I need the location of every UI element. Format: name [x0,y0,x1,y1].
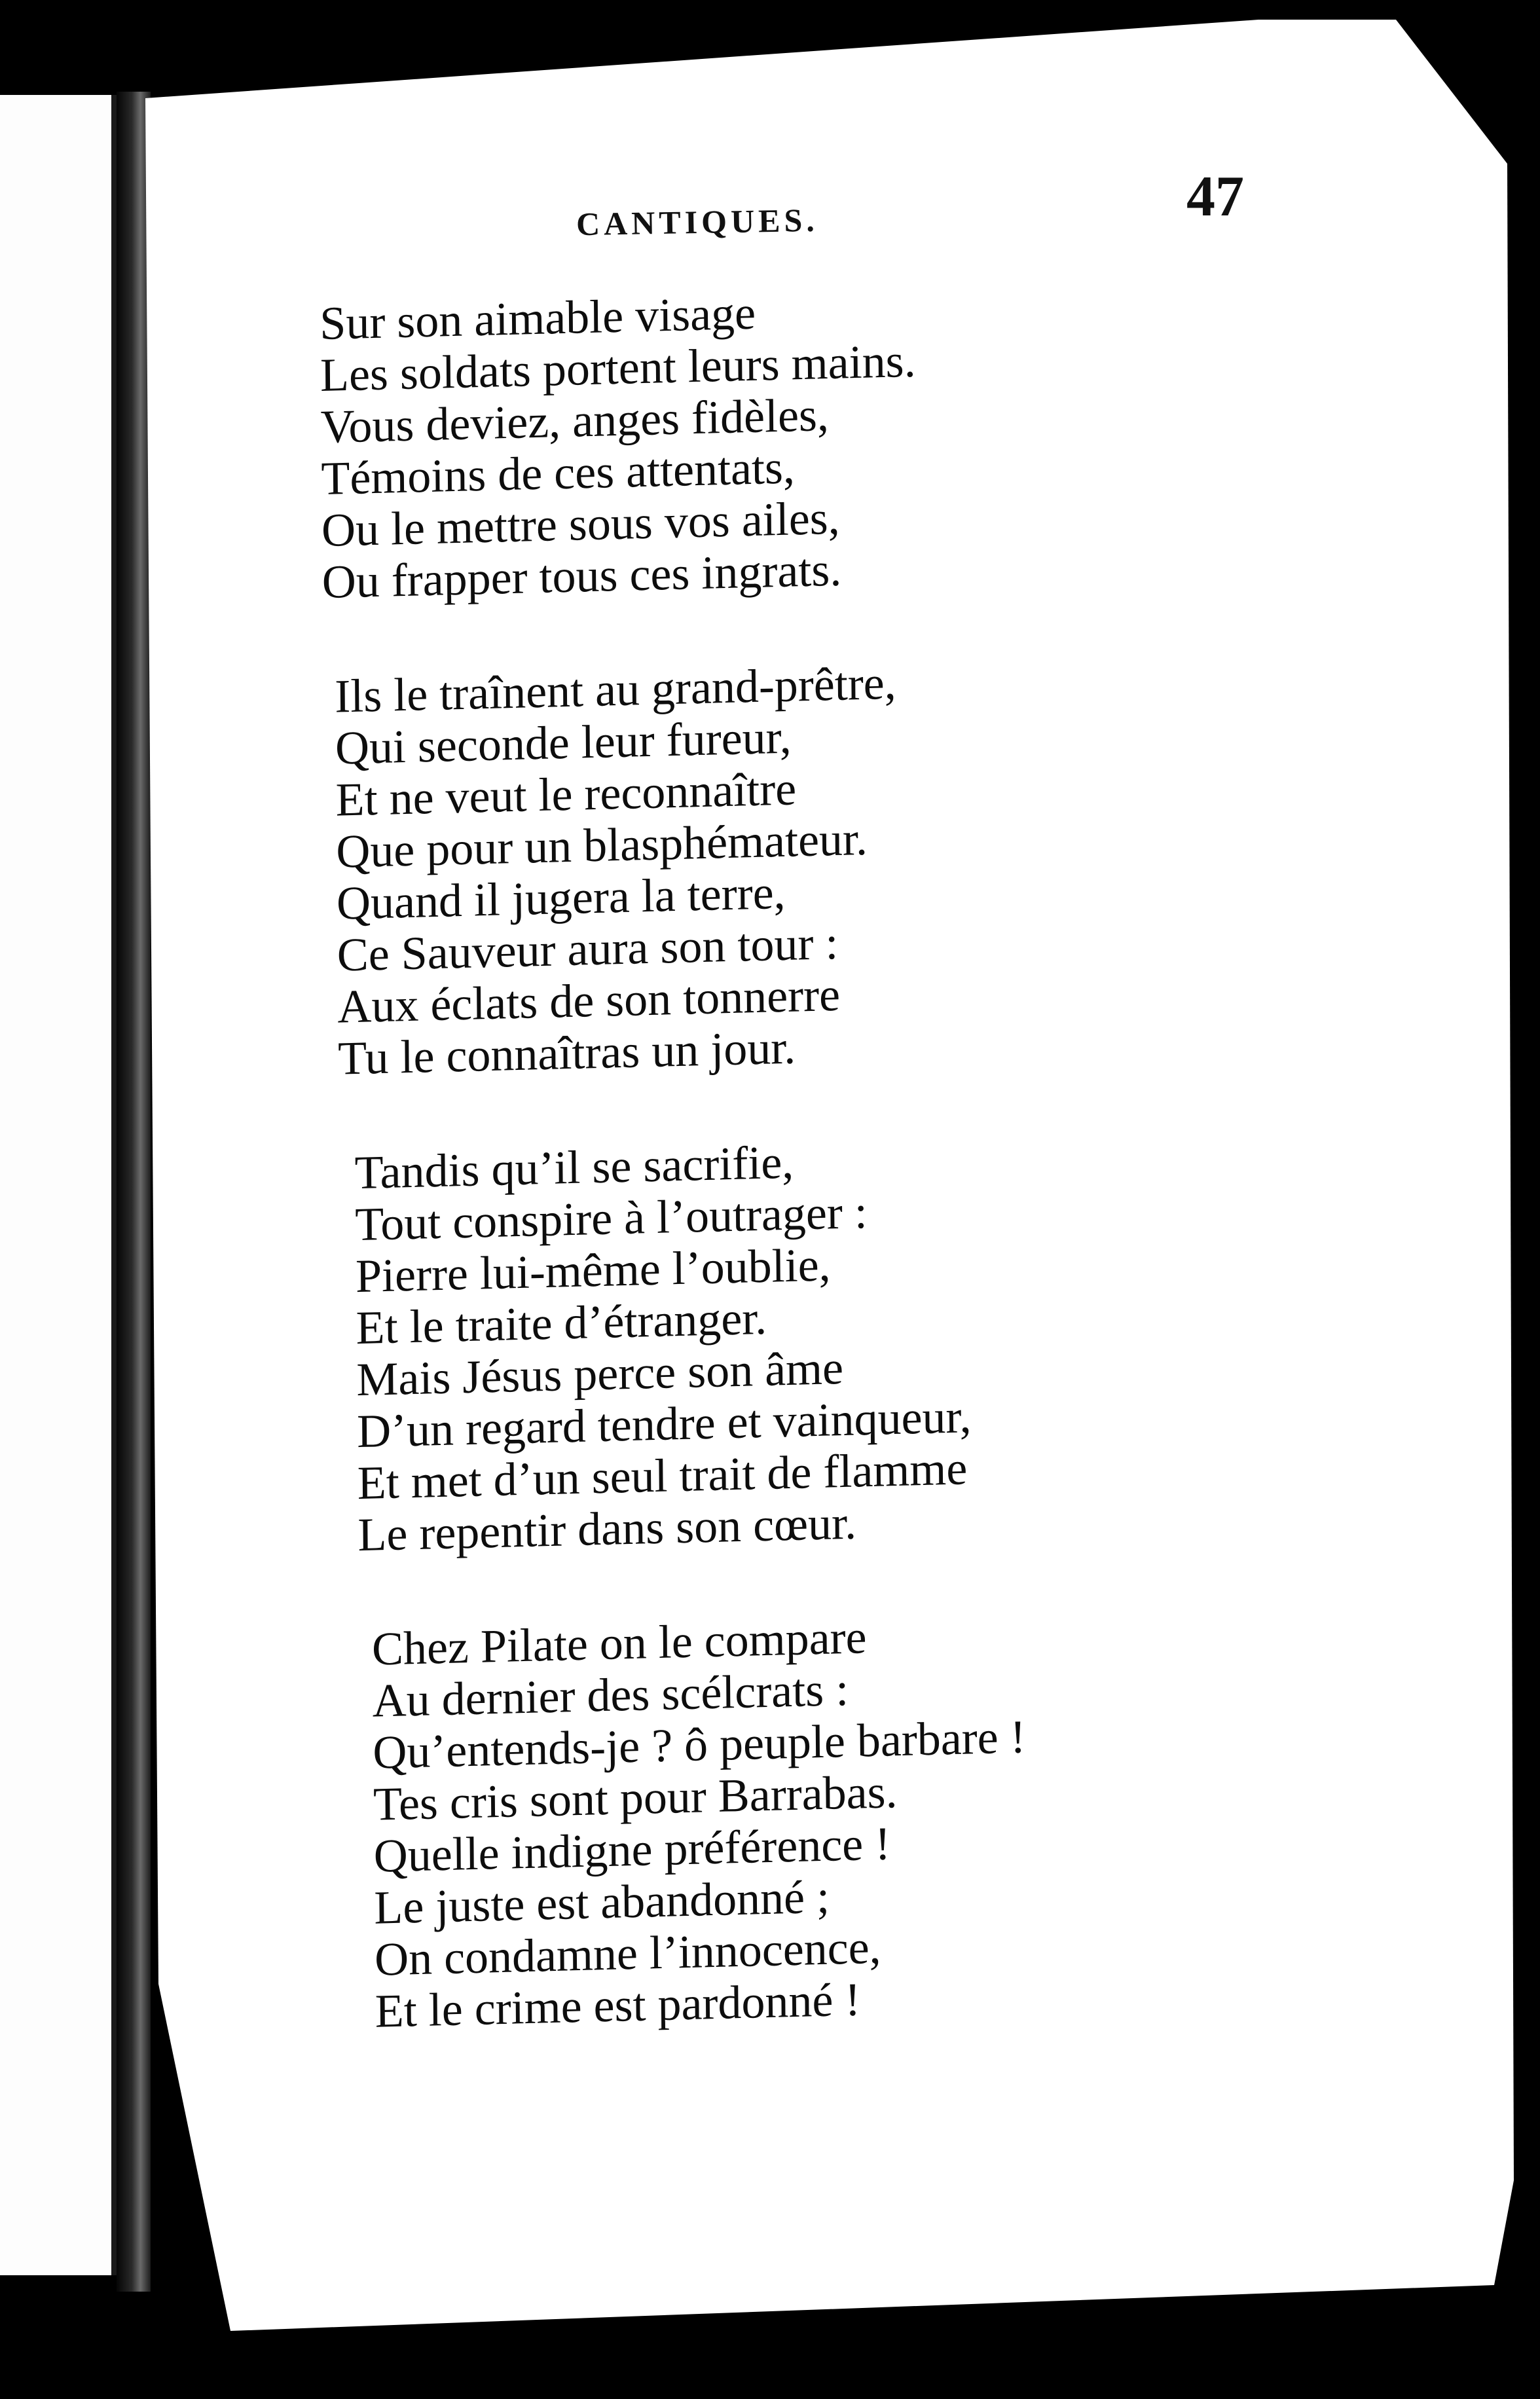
verse-line: Et le traite d’étranger. [356,1291,767,1355]
verse-line: Et met d’un seul trait de flamme [357,1442,968,1510]
verse-line: Mais Jésus perce son âme [356,1341,844,1406]
verse-line: Qu’entends-je ? ô peuple barbare ! [373,1710,1026,1779]
verse-line: Sur son aimable visage [319,286,756,350]
verse-line: Aux éclats de son tonnerre [337,968,841,1033]
verse-line: Et ne veut le reconnaître [335,762,797,826]
verse-line: Tu le connaîtras un jour. [337,1021,796,1085]
verse-line: Quand il jugera la terre, [336,866,786,930]
verse-line: Ou frapper tous ces ingrats. [321,543,842,609]
stanza-1 [320,276,1239,608]
verse-line: Ou le mettre sous vos ailes, [321,491,841,557]
verse-line: Qui seconde leur fureur, [335,710,792,775]
running-title: CANTIQUES. [576,201,819,243]
verse-line: Ils le traînent au grand-prêtre, [334,656,897,723]
left-page-edge [0,95,118,2275]
page-number: 47 [1186,165,1244,229]
verse-line: Les soldats portent leurs mains. [320,334,916,402]
verse-line: Témoins de ces attentats, [321,441,796,505]
verse-line: Tes cris sont pour Barrabas. [373,1765,898,1831]
verse-line: Que pour un blasphémateur. [336,812,868,878]
verse-line: On condamne l’innocence, [374,1920,881,1986]
verse-line: Le repentir dans son cœur. [358,1496,857,1562]
verse-line: Le juste est abandonné ; [374,1870,830,1934]
stanza-2 [335,649,1243,1085]
verse-line: Au dernier des scélcrats : [372,1662,849,1727]
verse-line: Chez Pilate on le compare [371,1611,867,1676]
verse-line: Ce Sauveur aura son tour : [337,916,839,981]
verse-line: Vous deviez, anges fidèles, [320,388,830,454]
verse-line: Tandis qu’il se sacrifie, [354,1135,794,1200]
verse-line: Quelle indigne préférence ! [373,1817,891,1882]
verse-line: Et le crime est pardonné ! [375,1973,861,2038]
verse-line: Pierre lui-même l’oublie, [355,1238,831,1303]
stanza-4 [372,1602,1251,2038]
verse-line: D’un regard tendre et vainqueur, [356,1390,972,1458]
book-spine [117,92,151,2292]
stanza-3 [354,1126,1247,1561]
poem-text [320,276,1252,2101]
verse-line: Tout conspire à l’outrager : [354,1185,868,1251]
